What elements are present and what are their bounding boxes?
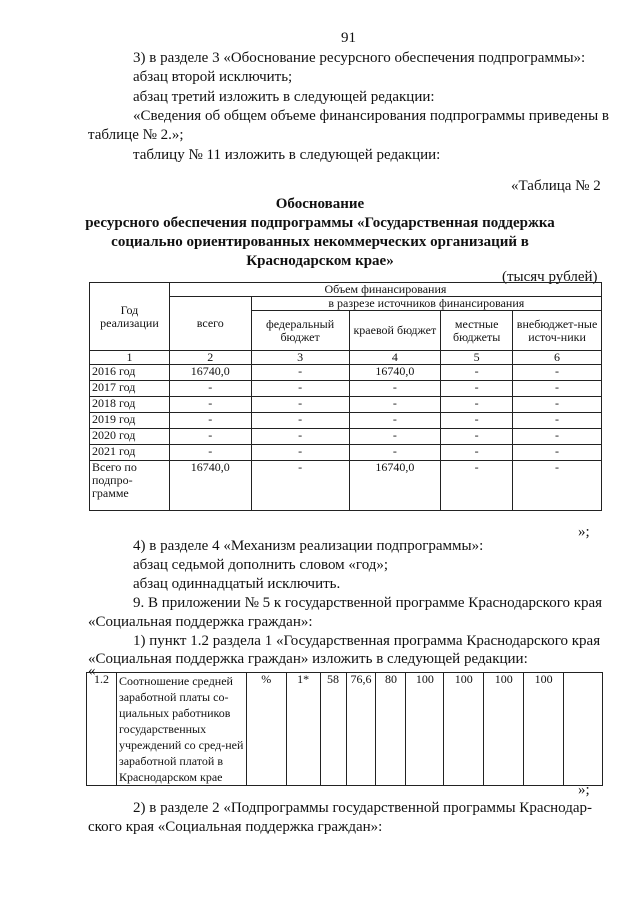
cell: -	[513, 381, 602, 397]
header-total: всего	[169, 297, 251, 351]
cell: 2016 год	[90, 365, 170, 381]
cell: -	[349, 445, 441, 461]
text-line: «Социальная поддержка граждан»:	[88, 614, 313, 630]
cell: 80	[376, 673, 406, 786]
cell: -	[513, 429, 602, 445]
cell: -	[349, 397, 441, 413]
cell: -	[513, 445, 602, 461]
table-row	[87, 673, 603, 786]
text-line: 9. В приложении № 5 к государственной программе Краснодарского края	[133, 595, 603, 611]
header-by-source: в разрезе источников финансирования	[251, 297, 601, 311]
col-number: 4	[349, 351, 441, 365]
cell: -	[349, 381, 441, 397]
cell: -	[251, 381, 349, 397]
col-number: 3	[251, 351, 349, 365]
table-total-row	[90, 461, 602, 511]
text-line: абзац второй исключить;	[133, 69, 293, 85]
cell: 2019 год	[90, 413, 170, 429]
col-number: 2	[169, 351, 251, 365]
text-line: «Сведения об общем объеме финансирования подпрограммы приведены в	[133, 108, 609, 124]
cell: -	[251, 445, 349, 461]
cell: -	[441, 429, 513, 445]
header-local: местные бюджеты	[441, 311, 513, 351]
cell: Соотношение средней заработной платы со-циальных работников государственных учреждений со сред-ней заработной платой в Краснодарском крае	[116, 673, 246, 786]
cell: -	[441, 397, 513, 413]
cell: -	[349, 429, 441, 445]
cell: -	[251, 397, 349, 413]
text-line: таблицу № 11 изложить в следующей редакции:	[133, 147, 441, 163]
closing-quote: »;	[578, 782, 590, 798]
cell: -	[169, 429, 251, 445]
cell: 16740,0	[169, 461, 251, 511]
table-row	[90, 381, 602, 397]
cell: 2021 год	[90, 445, 170, 461]
cell: 16740,0	[349, 365, 441, 381]
cell	[564, 673, 603, 786]
cell: -	[441, 461, 513, 511]
cell: 1.2	[87, 673, 117, 786]
text-line: таблице № 2.»;	[88, 127, 184, 143]
text-line: 3) в разделе 3 «Обоснование ресурсного обеспечения подпрограммы»:	[133, 50, 586, 66]
cell: 100	[524, 673, 564, 786]
cell: 100	[406, 673, 444, 786]
cell: 2017 год	[90, 381, 170, 397]
cell: 2018 год	[90, 397, 170, 413]
cell: 58	[320, 673, 346, 786]
cell: -	[251, 365, 349, 381]
cell: -	[513, 413, 602, 429]
heading-line: Обоснование	[275, 196, 365, 212]
cell: 1*	[286, 673, 320, 786]
table-row	[90, 429, 602, 445]
cell: -	[513, 365, 602, 381]
cell: -	[169, 397, 251, 413]
cell: Всего по подпро-грамме	[90, 461, 170, 511]
header-regional: краевой бюджет	[349, 311, 441, 351]
cell: 100	[444, 673, 484, 786]
page-number: 91	[341, 30, 356, 46]
table-row	[90, 365, 602, 381]
cell: -	[169, 413, 251, 429]
table-label: «Таблица № 2	[511, 178, 601, 194]
table-row	[90, 397, 602, 413]
header-federal: федеральный бюджет	[251, 311, 349, 351]
text-line: абзац одиннадцатый исключить.	[133, 576, 341, 592]
header-extra: внебюджет-ные источ-ники	[513, 311, 602, 351]
heading-line: Краснодарском крае»	[246, 253, 394, 269]
cell: -	[169, 445, 251, 461]
cell: -	[441, 365, 513, 381]
text-line: ского края «Социальная поддержка граждан»:	[88, 819, 383, 835]
indicator-table	[86, 672, 603, 786]
text-line: 4) в разделе 4 «Механизм реализации подпрограммы»:	[133, 538, 484, 554]
heading-line: социально ориентированных некоммерческих организаций в	[111, 234, 529, 250]
cell: 76,6	[346, 673, 376, 786]
cell: 2020 год	[90, 429, 170, 445]
cell: -	[251, 413, 349, 429]
cell: 16740,0	[169, 365, 251, 381]
col-number: 5	[441, 351, 513, 365]
cell: %	[246, 673, 286, 786]
cell: 16740,0	[349, 461, 441, 511]
cell: -	[251, 429, 349, 445]
text-line: абзац седьмой дополнить словом «год»;	[133, 557, 389, 573]
table-row	[90, 445, 602, 461]
col-number: 6	[513, 351, 602, 365]
cell: -	[169, 381, 251, 397]
funding-table	[89, 282, 602, 511]
cell: -	[513, 461, 602, 511]
cell: -	[441, 413, 513, 429]
header-volume: Объем финансирования	[169, 283, 601, 297]
cell: -	[441, 381, 513, 397]
heading-line: ресурсного обеспечения подпрограммы «Государственная поддержка	[85, 215, 555, 231]
text-line: «Социальная поддержка граждан» изложить в следующей редакции:	[88, 651, 528, 667]
cell: -	[251, 461, 349, 511]
text-line: 2) в разделе 2 «Подпрограммы государственной программы Краснодар-	[133, 800, 593, 816]
header-year: Год реализации	[90, 283, 170, 351]
text-line: 1) пункт 1.2 раздела 1 «Государственная программа Краснодарского края	[133, 633, 601, 649]
cell: -	[513, 397, 602, 413]
units-label: (тысяч рублей)	[502, 269, 598, 285]
col-number: 1	[90, 351, 170, 365]
table-row	[90, 413, 602, 429]
cell: -	[441, 445, 513, 461]
text-line: абзац третий изложить в следующей редакции:	[133, 89, 435, 105]
closing-quote: »;	[578, 524, 590, 540]
opening-quote: «	[88, 663, 96, 679]
cell: -	[349, 413, 441, 429]
cell: 100	[484, 673, 524, 786]
